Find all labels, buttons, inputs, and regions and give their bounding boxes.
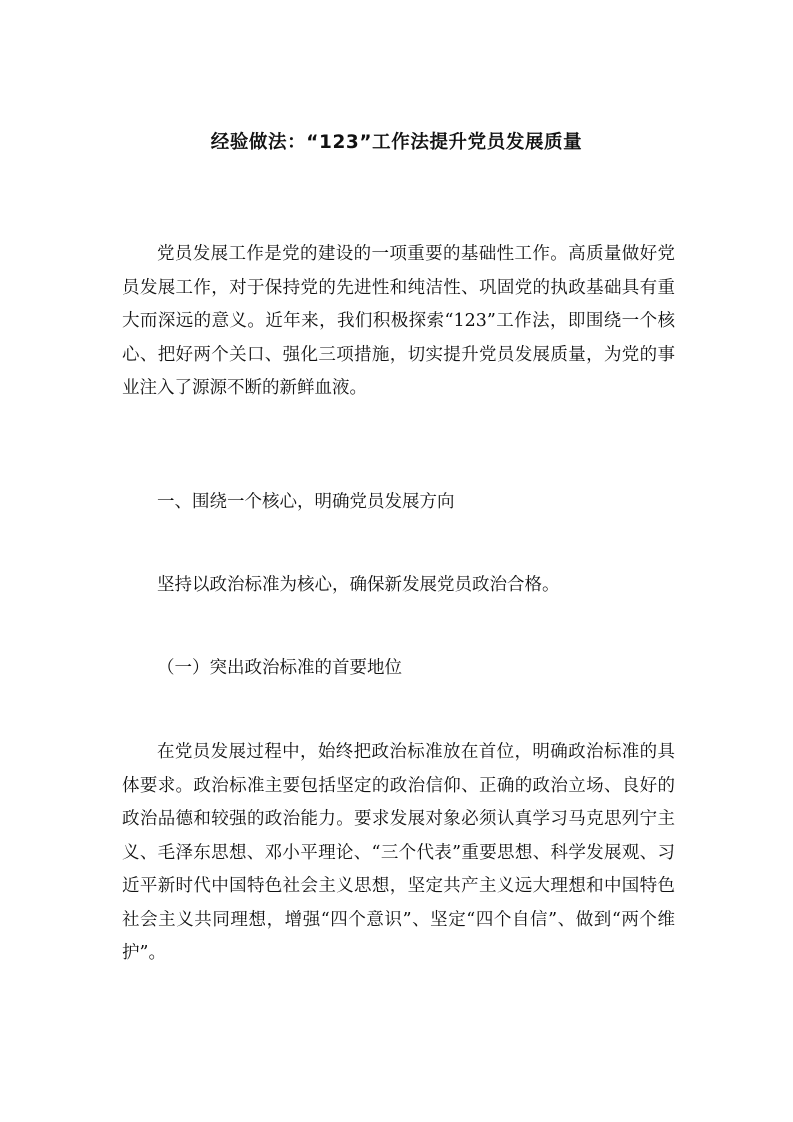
intro-paragraph: 党员发展工作是党的建设的一项重要的基础性工作。高质量做好党员发展工作，对于保持党的先进性和纯洁性、巩固党的执政基础具有重大而深远的意义。近年来，我们积极探索“123”工作法，即围绕一个核心、把好两个关口、强化三项措施，切实提升党员发展质量，为党的事业注入了源源不断的新鲜血液。 (122, 244, 675, 398)
section-intro-paragraph: 坚持以政治标准为核心，确保新发展党员政治合格。 (157, 575, 560, 595)
subsection-body-paragraph: 在党员发展过程中，始终把政治标准放在首位，明确政治标准的具体要求。政治标准主要包括坚定的政治信仰、正确的政治立场、良好的政治品德和较强的政治能力。要求发展对象必须认真学习马克思列宁主义、毛泽东思想、邓小平理论、“三个代表”重要思想、科学发展观、习近平新时代中国特色社会主义思想，坚定共产主义远大理想和中国特色社会主义共同理想，增强“四个意识”、坚定“四个自信”、做到“两个维护”。 (122, 742, 675, 963)
section-heading-1: 一、围绕一个核心，明确党员发展方向 (157, 492, 455, 512)
subsection-heading-1: （一）突出政治标准的首要地位 (157, 658, 402, 678)
document-title: 经验做法：“123”工作法提升党员发展质量 (210, 132, 583, 153)
